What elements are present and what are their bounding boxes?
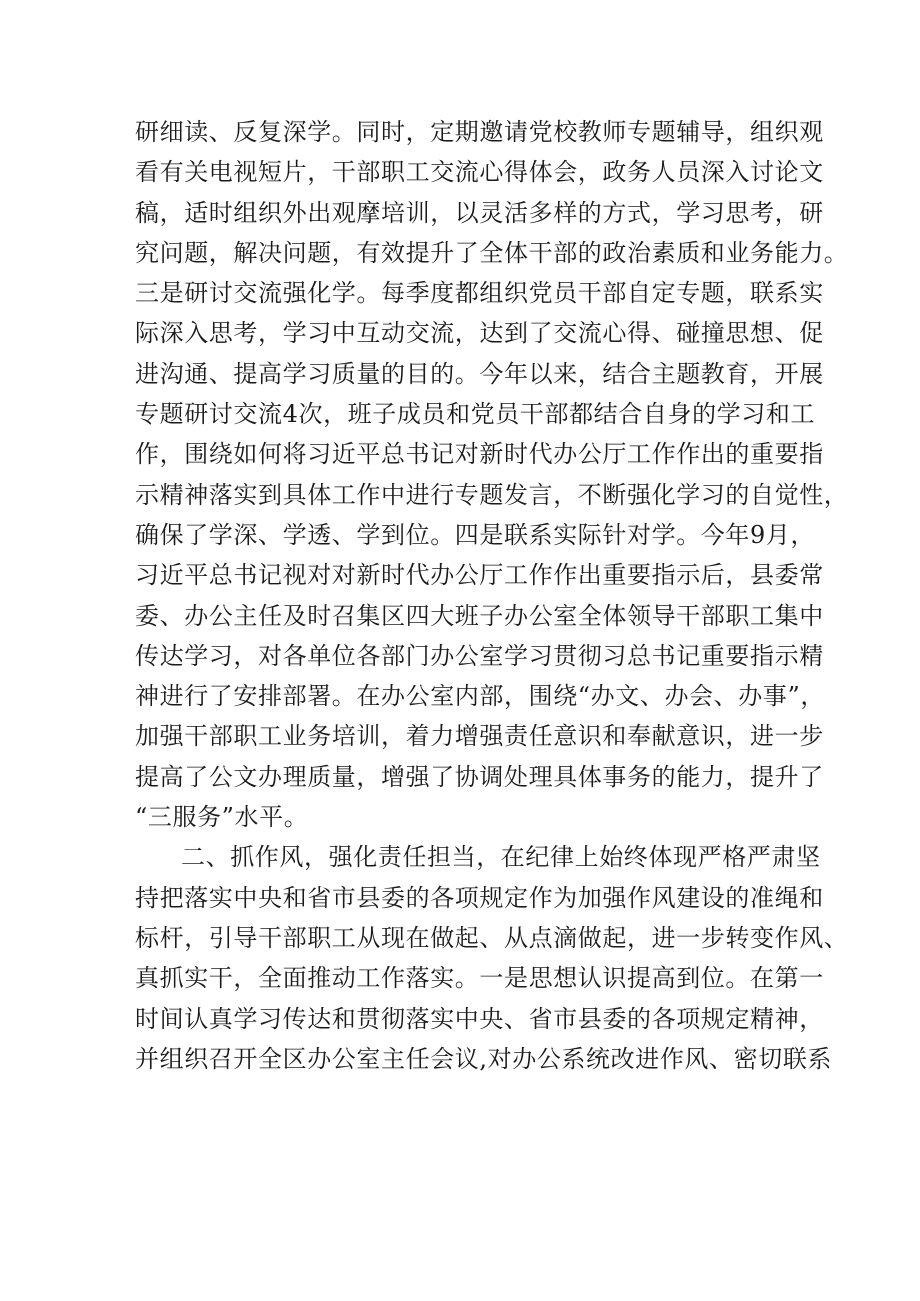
text-line: 委、办公主任及时召集区四大班子办公室全体领导干部职工集中 [135,601,824,630]
text-line: 际深入思考，学习中互动交流，达到了交流心得、碰撞思想、促 [135,319,824,348]
text-line: “三服务”水平。 [135,803,309,832]
text-line: 示精神落实到具体工作中进行专题发言，不断强化学习的自觉性， [135,480,849,509]
text-line: 神进行了安排部署。在办公室内部，围绕“办文、办会、办事”， [135,682,825,711]
text-line: 专题研讨交流4次，班子成员和党员干部都结合自身的学习和工 [135,400,816,429]
text-line: 持把落实中央和省市县委的各项规定作为加强作风建设的准绳和 [135,883,824,912]
text-line: 习近平总书记视对对新时代办公厅工作作出重要指示后，县委常 [135,561,824,590]
text-line: 进沟通、提高学习质量的目的。今年以来，结合主题教育，开展 [135,359,824,388]
text-line: 看有关电视短片，干部职工交流心得体会，政务人员深入讨论文 [135,158,824,187]
body-text [135,112,849,1079]
text-line: 传达学习，对各单位各部门办公室学习贯彻习总书记重要指示精 [135,641,824,670]
text-line: 究问题，解决问题，有效提升了全体干部的政治素质和业务能力。 [135,238,849,267]
text-line: 标杆，引导干部职工从现在做起、从点滴做起，进一步转变作风、 [135,923,849,952]
text-line: 稿，适时组织外出观摩培训，以灵活多样的方式，学习思考，研 [135,198,824,227]
text-line: 三是研讨交流强化学。每季度都组织党员干部自定专题，联系实 [135,279,824,308]
text-line: 时间认真学习传达和贯彻落实中央、省市县委的各项规定精神， [135,1004,824,1033]
text-line: 研细读、反复深学。同时，定期邀请党校教师专题辅导，组织观 [135,118,824,146]
text-line: 提高了公文办理质量，增强了协调处理具体事务的能力，提升了 [135,762,824,791]
text-line: 确保了学深、学透、学到位。四是联系实际针对学。今年9月， [135,520,816,549]
text-line: 加强干部职工业务培训，着力增强责任意识和奉献意识，进一步 [135,722,824,751]
text-line: 真抓实干，全面推动工作落实。一是思想认识提高到位。在第一 [135,964,824,993]
text-line: 并组织召开全区办公室主任会议,对办公系统改进作风、密切联系 [135,1044,833,1073]
text-line: 作，围绕如何将习近平总书记对新时代办公厅工作作出的重要指 [135,440,824,469]
paragraph-start-line: 二、抓作风，强化责任担当，在纪律上始终体现严格严肃坚 [181,843,821,872]
